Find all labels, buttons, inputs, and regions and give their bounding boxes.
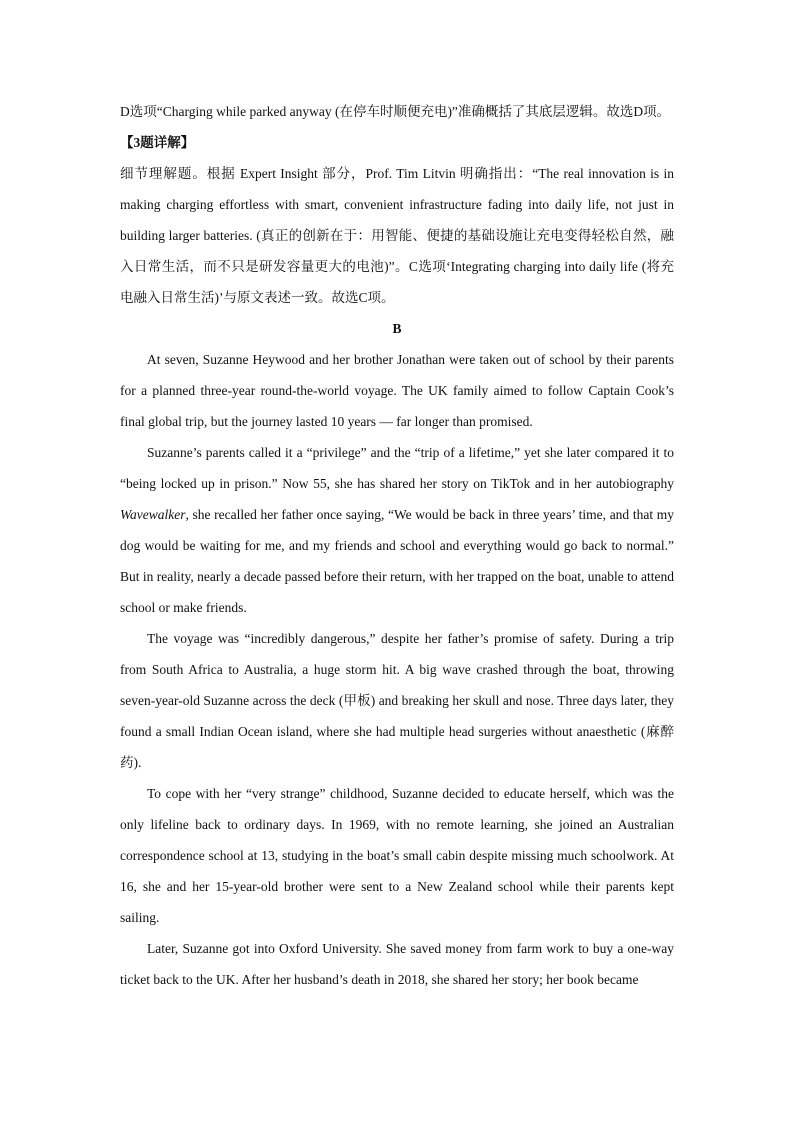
question-3-explanation: 细节理解题。根据 Expert Insight 部分，Prof. Tim Litvin 明确指出：“The real innovation is in making charging effortless with smart, convenient infrastructure fading into daily life, not just in building larger batteries. (真正的创新在于：用智能、便捷的基础设施让充电变得轻松自然，融入日常生活，而不只是研发容量更大的电池)”。C选项‘Integrating charging into daily life (将充电融入日常生活)’与原文表述一致。故选C项。 bbox=[120, 166, 674, 305]
passage-paragraph-4: To cope with her “very strange” childhood, Suzanne decided to educate herself, which was the only lifeline back to ordinary days. In 1969, with no remote learning, she joined an Australian correspondence school at 13, studying in the boat’s small cabin despite missing much schoolwork. At 16, she and her 15-year-old brother were sent to a New Zealand school while their parents kept sailing. bbox=[120, 786, 674, 925]
passage-section-title: B bbox=[392, 321, 402, 336]
passage-paragraph-5: Later, Suzanne got into Oxford University. She saved money from farm work to buy a one-way ticket back to the UK. After her husband’s death in 2018, she shared her story; her book became bbox=[120, 941, 674, 987]
paragraph-2-text-start: Suzanne’s parents called it a “privilege” and the “trip of a lifetime,” yet she later compared it to “being locked up in prison.” Now 55, she has shared her story on TikTok and in her autobiography bbox=[120, 445, 674, 491]
passage-paragraph-3: The voyage was “incredibly dangerous,” despite her father’s promise of safety. During a trip from South Africa to Australia, a huge storm hit. A big wave crashed through the boat, throwing seven-year-old Suzanne across the deck (甲板) and breaking her skull and nose. Three days later, they found a small Indian Ocean island, where she had multiple head surgeries without anaesthetic (麻醉药). bbox=[120, 631, 674, 770]
question-3-heading: 【3题详解】 bbox=[120, 135, 195, 150]
document-page bbox=[120, 96, 674, 995]
answer-explanation-d: D选项“Charging while parked anyway (在停车时顺便充电)”准确概括了其底层逻辑。故选D项。 bbox=[120, 104, 671, 119]
book-title: Wavewalker bbox=[120, 507, 186, 522]
passage-paragraph-1: At seven, Suzanne Heywood and her brother Jonathan were taken out of school by their parents for a planned three-year round-the-world voyage. The UK family aimed to follow Captain Cook’s final global trip, but the journey lasted 10 years — far longer than promised. bbox=[120, 352, 674, 429]
passage-paragraph-2 bbox=[120, 437, 674, 623]
paragraph-2-text-end: , she recalled her father once saying, “We would be back in three years’ time, and that my dog would be waiting for me, and my friends and school and everything would go back to normal.” But in reality, nearly a decade passed before their return, with her trapped on the boat, unable to attend school or make friends. bbox=[120, 507, 674, 615]
